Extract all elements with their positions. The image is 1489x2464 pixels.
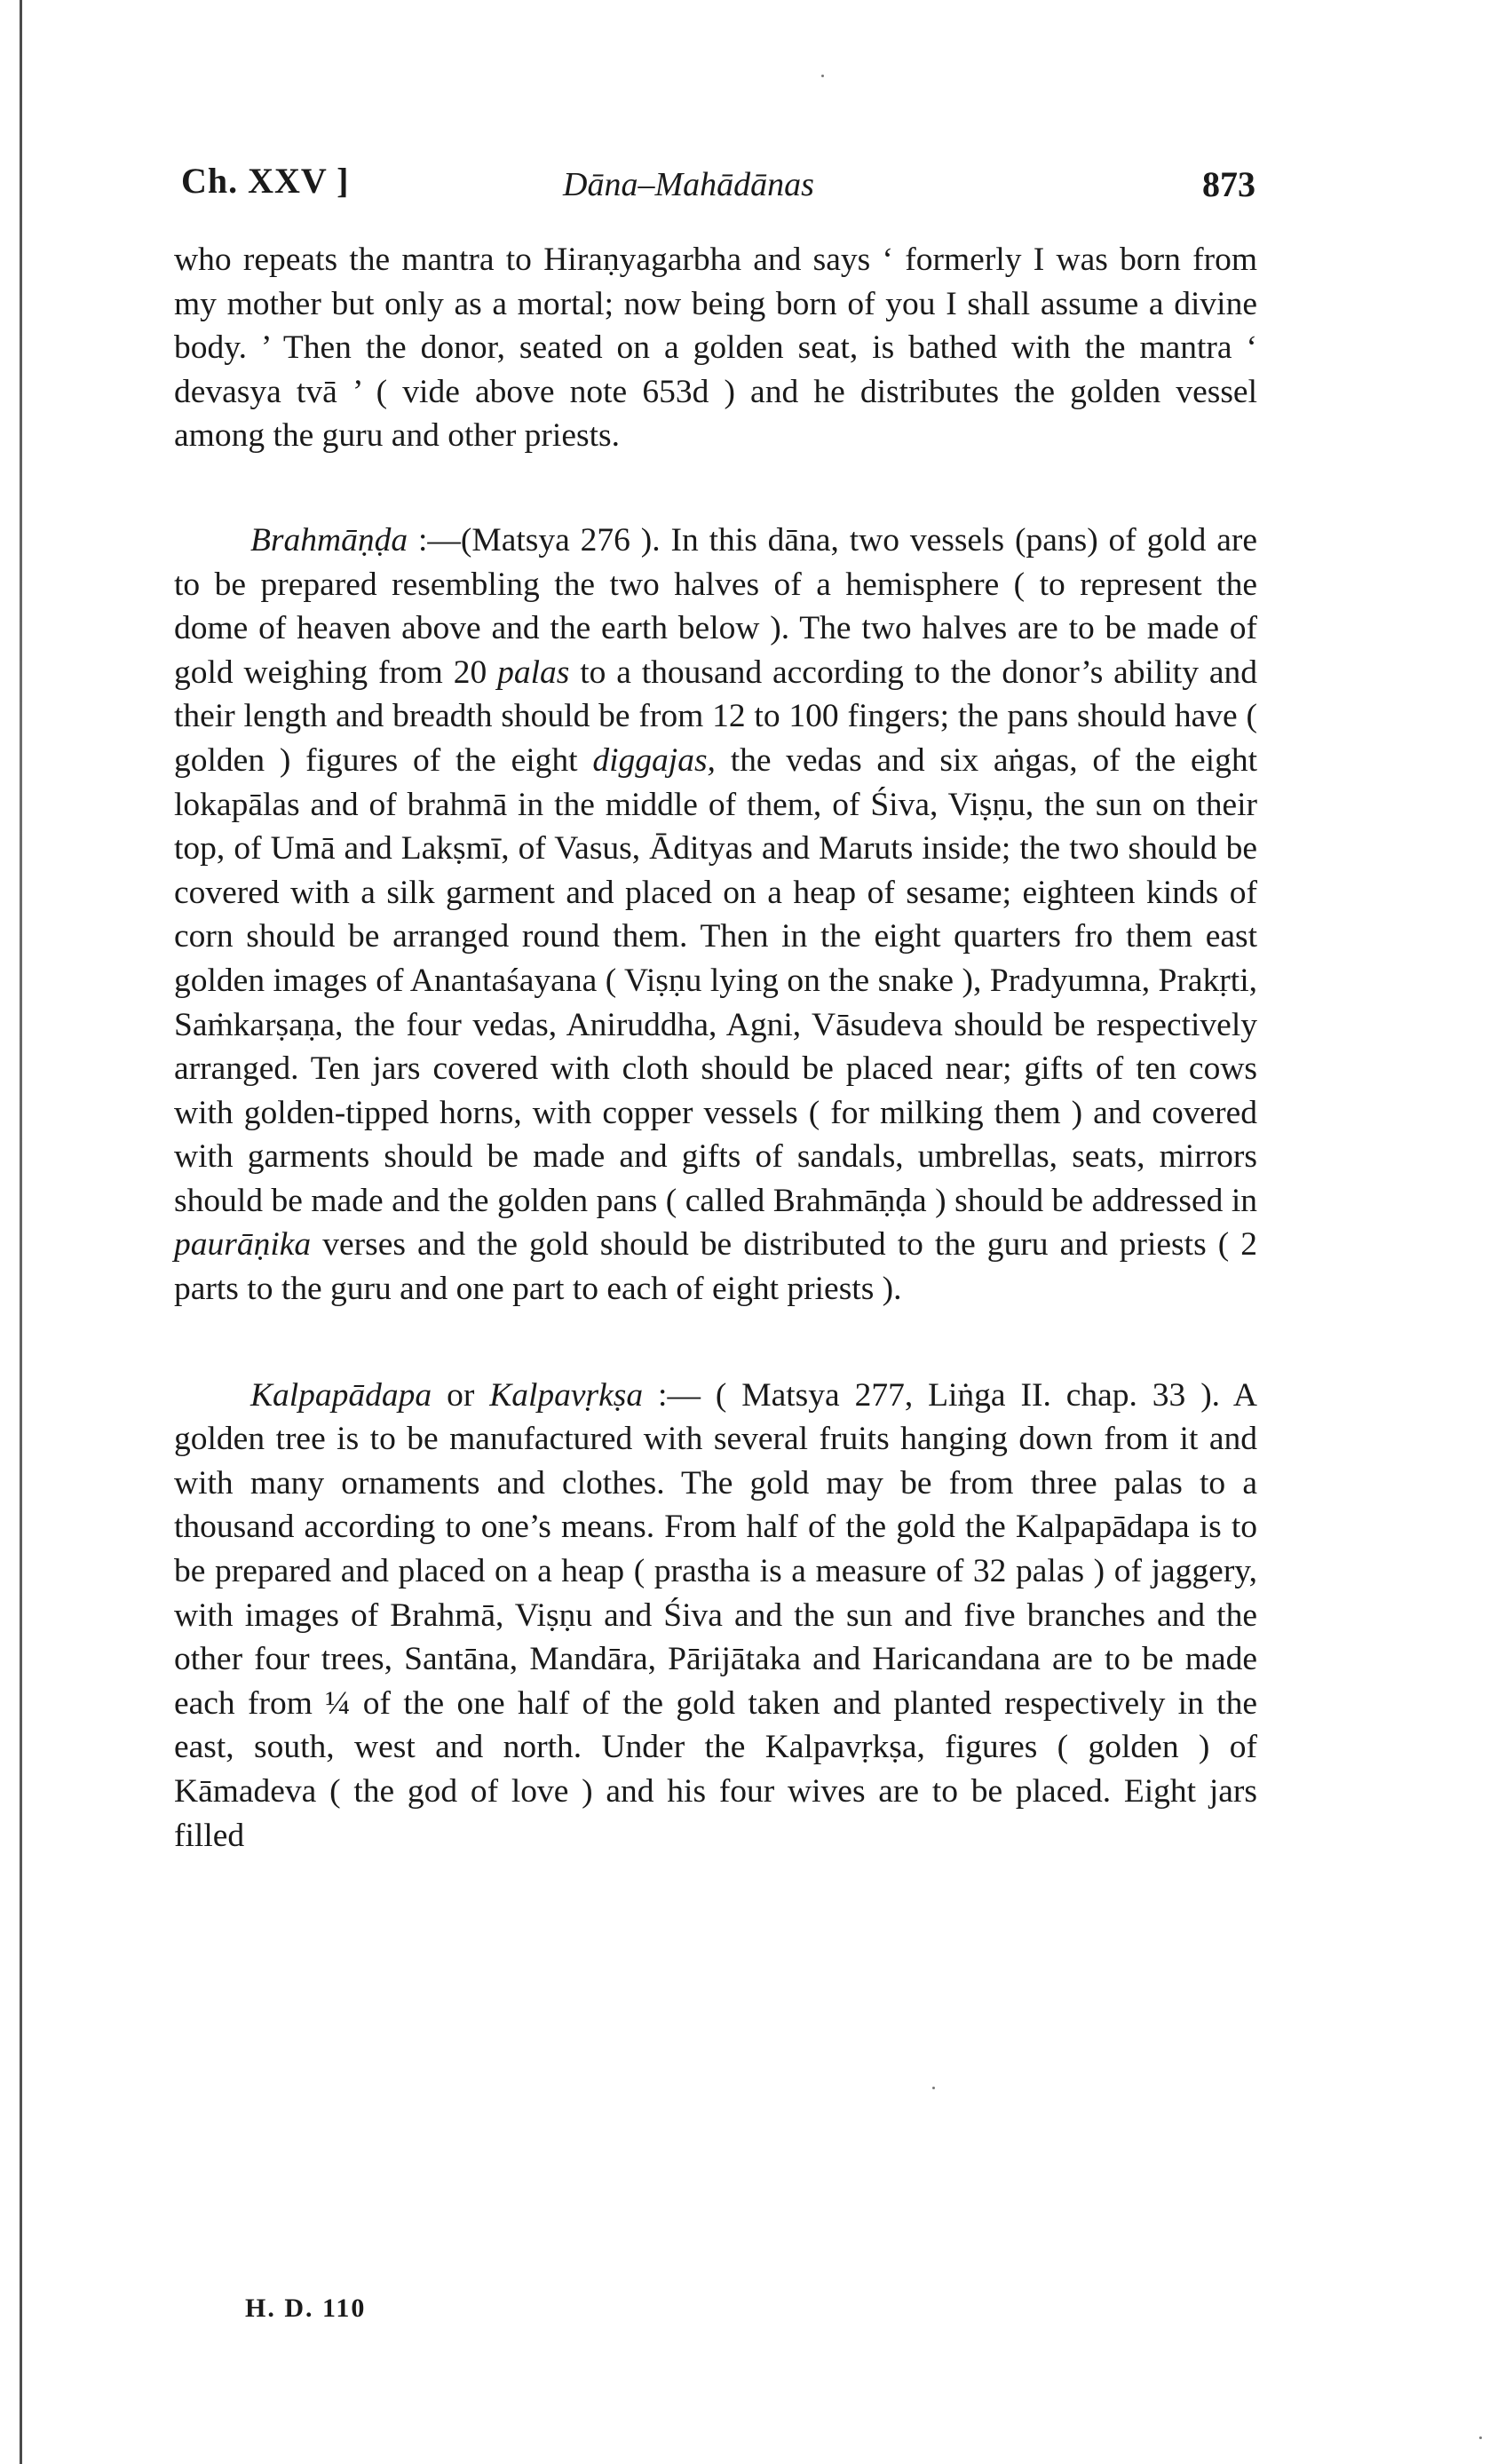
term-diggajas: diggajas, xyxy=(592,741,716,779)
term-palas: palas xyxy=(497,654,570,691)
binding-edge-line xyxy=(20,0,22,2464)
term-brahmanda: Brahmāṇḍa xyxy=(250,521,408,559)
page-number: 873 xyxy=(1202,164,1255,204)
paragraph-2-text-3: the vedas and six aṅgas, of the eight lokapālas and of brahmā in the middle of them, of Śiva, Viṣṇu, the sun on their top, of Umā and Lakṣmī, of Vasus, Ādityas and Maruts inside; the two should be covered with a silk garment and placed on a heap of sesame; eighteen kinds of corn should be arranged round them. Then in the eight quarters fro them east golden images of Anantaśayana ( Viṣṇu lying on the snake ), Pradyumna, Prakṛti, Saṁkarṣaṇa, the four vedas, Aniruddha, Agni, Vāsudeva should be respectively arranged. Ten jars covered with cloth should be placed near; gifts of ten cows with golden-tipped horns, with copper vessels ( for milking them ) and covered with garments should be made and gifts of sandals, umbrellas, seats, mirrors should be made and the golden pans ( called Brahmāṇḍa ) should be addressed in xyxy=(174,741,1257,1219)
running-header xyxy=(181,160,1255,213)
body-text xyxy=(174,238,1257,1858)
term-kalpavrksa: Kalpavṛkṣa xyxy=(489,1376,644,1414)
paragraph-3-text: :— ( Matsya 277, Liṅga II. chap. 33 ). A golden tree is to be manufactured with several fruits hanging down from it and with many ornaments and clothes. The gold may be from three palas to a thousand according to one’s means. From half of the gold the Kalpapādapa is to be prepared and placed on a heap ( prastha is a measure of 32 palas ) of jaggery, with images of Brahmā, Viṣṇu and Śiva and the sun and five branches and the other four trees, Santāna, Mandāra, Pārijātaka and Haricandana are to be made each from ¼ of the one half of the gold taken and planted respectively in the east, south, west and north. Under the Kalpavṛkṣa, figures ( golden ) of Kāmadeva ( the god of love ) and his four wives are to be placed. Eight jars filled xyxy=(174,1376,1257,1854)
scan-speck xyxy=(821,75,824,77)
chapter-label: Ch. XXV ] xyxy=(181,161,350,201)
paragraph-1-text: who repeats the mantra to Hiraṇyagarbha and says ‘ formerly I was born from my mother but only as a mortal; now being born of you I shall assume a divine body. ’ Then the donor, seated on a golden seat, is bathed with the mantra ‘ devasya tvā ’ ( vide above note 653d ) and he distributes the golden vessel among the guru and other priests. xyxy=(174,242,1257,455)
paragraph-2-text-4: verses and the gold should be distributed to the guru and priests ( 2 parts to the guru and one part to each of eight priests ). xyxy=(174,1226,1257,1308)
paragraph-brahmanda xyxy=(174,519,1257,1311)
term-pauranika: paurāṇika xyxy=(174,1226,312,1264)
running-title: Dāna–Mahādānas xyxy=(563,166,814,203)
term-kalpapadapa: Kalpapādapa xyxy=(250,1376,432,1414)
paragraph-kalpapadapa xyxy=(174,1374,1257,1858)
paragraph-2-text-1: :—(Matsya 276 ). In this dāna, two vessels (pans) of gold are to be prepared resembling the two halves of a hemisphere ( to represent the dome of heaven above and the earth below ). The two halves are to be made of gold weighing from 20 xyxy=(174,521,1257,691)
paragraph-1 xyxy=(174,238,1257,458)
paragraph-2-text-2: to a thousand according to the donor’s ability and their length and breadth should be from 12 to 100 fingers; the pans should have ( golden ) figures of the eight xyxy=(174,654,1257,779)
scan-speck xyxy=(1479,2436,1482,2439)
paragraph-3-connector: or xyxy=(432,1376,490,1414)
signature-mark: H. D. 110 xyxy=(245,2294,367,2323)
scan-speck xyxy=(932,2087,935,2089)
